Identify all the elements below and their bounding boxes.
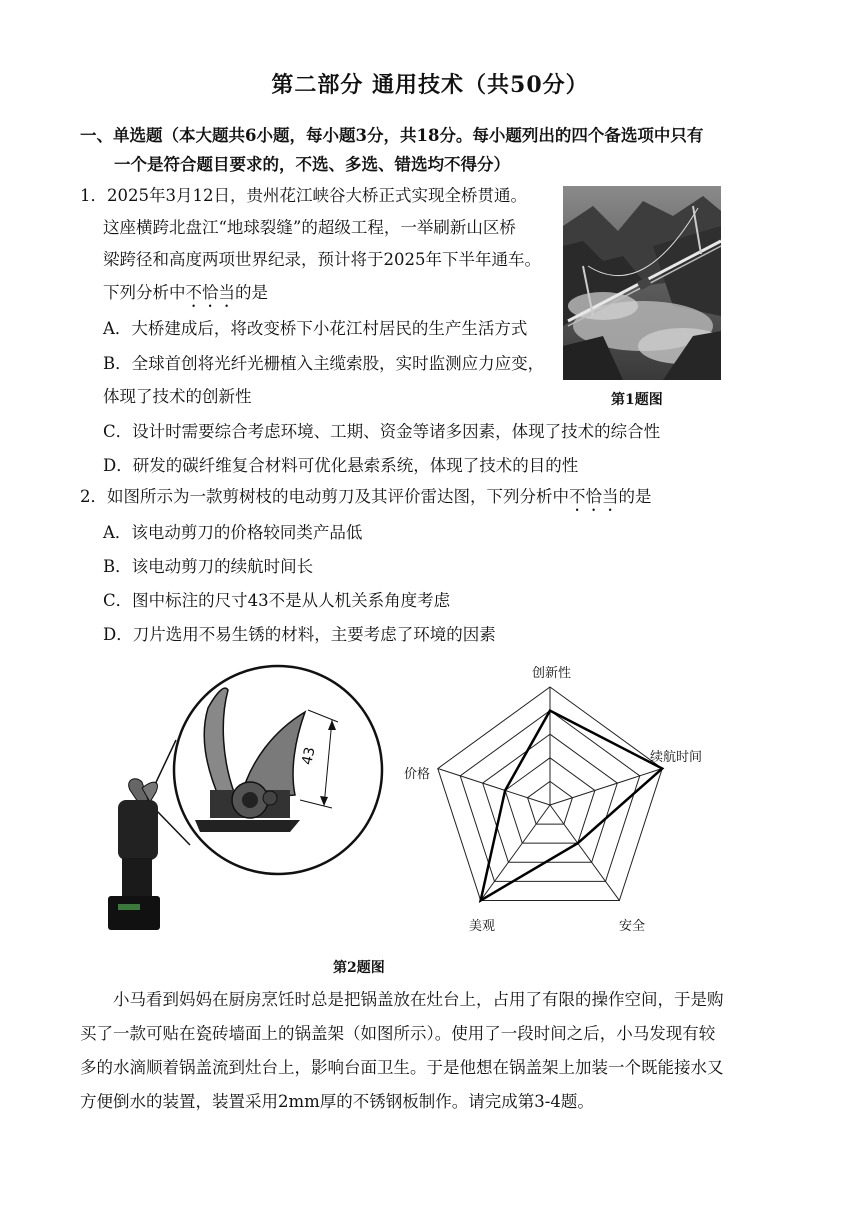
q1-stem-suffix: 的是	[235, 283, 268, 302]
q2-option-a: A．该电动剪刀的价格较同类产品低	[103, 523, 363, 542]
passage-line2: 买了一款可贴在瓷砖墙面上的锅盖架（如图所示）。使用了一段时间之后，小马发现有较	[80, 1024, 716, 1043]
q2-option-b: B．该电动剪刀的续航时间长	[103, 557, 314, 576]
q1-stem-line2: 这座横跨北盘江“地球裂缝”的超级工程，一举刷新山区桥	[103, 218, 516, 237]
electric-shears-illustration	[100, 660, 390, 940]
q1-option-d: D．研发的碳纤维复合材料可优化悬索系统，体现了技术的目的性	[103, 456, 579, 475]
q1-stem-line3: 梁跨径和高度两项世界纪录，预计将于2025年下半年通车。	[103, 250, 541, 269]
q2-stem-suffix: 的是	[618, 487, 652, 506]
radar-axis-label-innovation: 创新性	[532, 666, 572, 681]
dimension-43-label: 43	[299, 745, 319, 767]
q2-stem	[80, 485, 652, 515]
q2-option-c: C．图中标注的尺寸43不是从人机关系角度考虑	[103, 591, 451, 610]
radar-chart	[395, 655, 715, 940]
q2-stem-prefix: 2．如图所示为一款剪树枝的电动剪刀及其评价雷达图，下列分析中	[80, 487, 569, 506]
radar-axis-label-safety: 安全	[619, 919, 646, 934]
passage-line1: 小马看到妈妈在厨房烹饪时总是把锅盖放在灶台上，占用了有限的操作空间，于是购	[113, 990, 724, 1009]
radar-axis-label-price: 价格	[404, 767, 431, 782]
radar-chart-svg	[395, 655, 715, 940]
radar-axis-label-battery-life: 续航时间	[650, 750, 703, 765]
q1-stem-prefix: 下列分析中	[103, 283, 186, 302]
passage-line4: 方便倒水的装置，装置采用2mm厚的不锈钢板制作。请完成第3-4题。	[80, 1092, 594, 1111]
radar-axis-spoke-4	[438, 769, 550, 805]
q2-figure-caption: 第2题图	[333, 960, 385, 976]
section-heading-line2: 一个是符合题目要求的，不选、多选、错选均不得分）	[114, 155, 510, 174]
q2-option-d: D．刀片选用不易生锈的材料，主要考虑了环境的因素	[103, 625, 496, 644]
q1-option-b-line1: B．全球首创将光纤光栅植入主缆索股，实时监测应力应变，	[103, 354, 545, 373]
q1-stem-line4	[103, 281, 268, 311]
radar-axis-label-appearance: 美观	[469, 919, 496, 934]
q1-option-b-line2: 体现了技术的创新性	[103, 387, 252, 406]
radar-axis-spoke-1	[550, 769, 662, 805]
q1-emphasis-word: 不恰当	[185, 283, 235, 302]
q1-option-a: A．大桥建成后，将改变桥下小花江村居民的生产生活方式	[103, 319, 528, 338]
radar-value-polygon	[481, 711, 663, 901]
section-heading-line1: 一、单选题（本大题共6小题，每小题3分，共18分。每小题列出的四个备选项中只有	[80, 126, 704, 145]
q1-stem-line1: 1．2025年3月12日，贵州花江峡谷大桥正式实现全桥贯通。	[80, 186, 527, 205]
q1-option-c: C．设计时需要综合考虑环境、工期、资金等诸多因素，体现了技术的综合性	[103, 422, 661, 441]
page-title: 第二部分 通用技术（共50分）	[271, 72, 589, 98]
q1-figure-caption: 第1题图	[611, 392, 663, 408]
q2-emphasis-word: 不恰当	[569, 487, 619, 506]
passage-line3: 多的水滴顺着锅盖流到灶台上，影响台面卫生。于是他想在锅盖架上加装一个既能接水又	[80, 1058, 724, 1077]
bridge-photo	[563, 186, 721, 380]
